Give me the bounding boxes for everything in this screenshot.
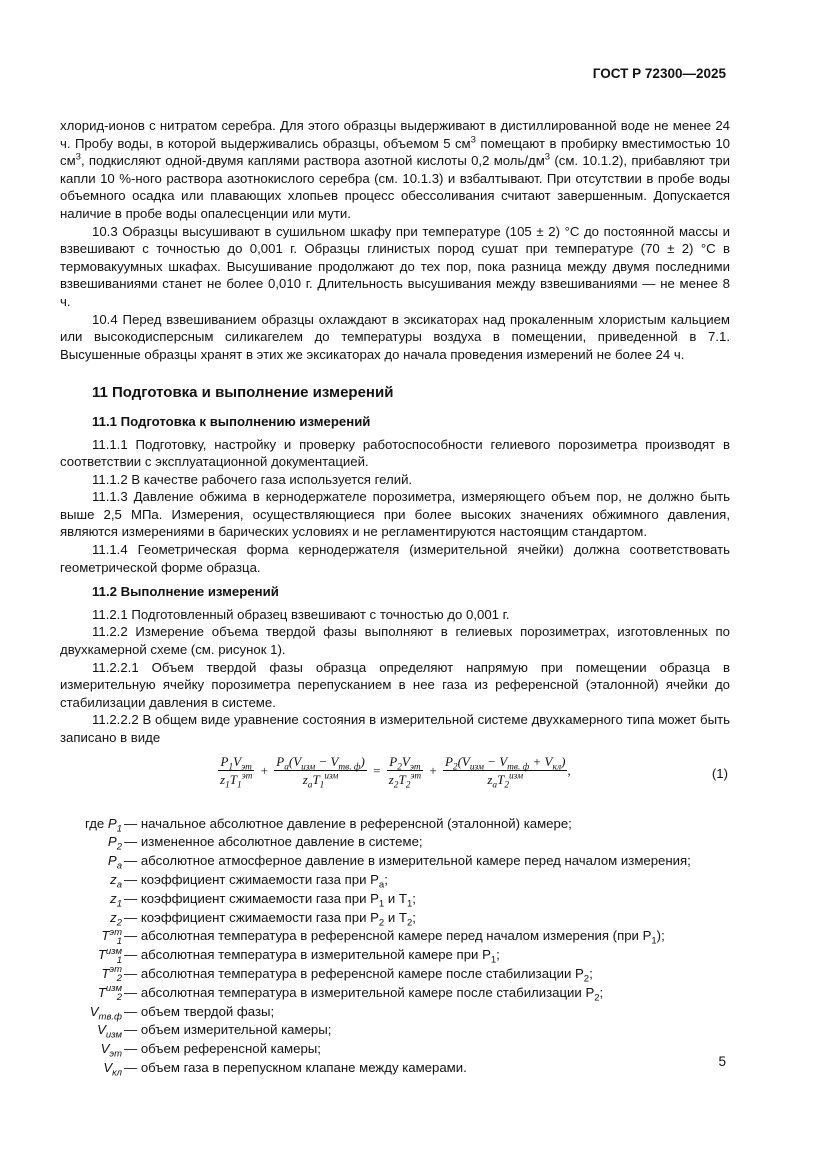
legend-symbol: $P_a$ bbox=[107, 853, 122, 872]
legend-symbol: $V_{эт}$ bbox=[100, 1041, 122, 1060]
legend-description: — объем твердой фазы; bbox=[124, 1003, 275, 1019]
legend-row bbox=[60, 1021, 730, 1040]
subsection-heading-11-2: 11.2 Выполнение измерений bbox=[92, 584, 279, 600]
paragraph-10-4: 10.4 Перед взвешиванием образцы охлаждают в эксикаторах над прокаленным хлористым кальцием или высокодисперсным силикагелем до температуры воздуха в помещении, приведенной в 7.1. Высушенные образцы хранят в этих же эксикаторах до начала проведения измерений не более 24 ч. bbox=[60, 311, 730, 362]
legend-row bbox=[60, 1040, 730, 1059]
legend-description: — объем газа в перепускном клапане между камерами. bbox=[124, 1059, 467, 1075]
paragraph-11-2-2-2: 11.2.2.2 В общем виде уравнение состояния в измерительной системе двухкамерного типа может быть записано в виде bbox=[60, 712, 730, 745]
fraction-term-4: $\frac{P_2(V_{изм} - V_{тв. ф} + V_{кл})}{z_aT_2^{изм}}$ bbox=[444, 753, 566, 791]
document-header: ГОСТ Р 72300—2025 bbox=[592, 66, 726, 81]
paragraph-11-1-1: 11.1.1 Подготовку, настройку и проверку работоспособности гелиевого порозиметра производят в соответствии с эксплуатационной документацией. bbox=[60, 436, 730, 470]
legend-symbol: $P_2$ bbox=[107, 834, 122, 854]
legend-description: — абсолютная температура в измерительной камере после стабилизации $P_2$; bbox=[124, 984, 604, 1004]
section-heading-11: 11 Подготовка и выполнение измерений bbox=[92, 384, 394, 402]
paragraph-11-2-2: 11.2.2 Измерение объема твердой фазы выполняют в гелиевых порозиметрах, изготовленных по двухкамерной схеме (см. рисунок 1). bbox=[60, 624, 730, 658]
legend-symbol: $V_{тв.ф}$ bbox=[89, 1003, 122, 1023]
legend-symbol: T изм 1 bbox=[97, 945, 122, 966]
legend-symbol: где $P_1$ bbox=[84, 815, 122, 835]
legend-row bbox=[60, 909, 730, 928]
legend-description: — абсолютная температура в референсной камере после стабилизации $P_2$; bbox=[124, 965, 593, 985]
paragraph-11-2-2-1: 11.2.2.1 Объем твердой фазы образца определяют напрямую при помещении образца в измерительную ячейку порозиметра перепусканием в нее газа из референсной (эталонной) ячейки до стабилизации давления в системе. bbox=[60, 659, 730, 710]
legend-symbol: T изм 2 bbox=[97, 983, 122, 1004]
paragraph-continuation: хлорид-ионов с нитратом серебра. Для этого образцы выдерживают в дистиллированной воде не менее 24 ч. Пробу воды, в которой выдерживались образцы, объемом 5 $см^3$ помещают в пробирку вместимостью 10 $см^3$, подкисляют одной-двумя каплями раствора азотной кислоты 0,2 моль/$дм^3$ (см. 10.1.2), прибавляют три капли 10 %-ного раствора азотнокислого серебра (см. 10.1.3) и взбалтывают. При отсутствии в пробе воды объемного осадка или плавающих хлопьев процесс обессоливания считают завершенным. Допускается наличие в пробе воды опалесценции или мути. bbox=[60, 118, 730, 221]
fraction-term-2: $\frac{P_a(V_{изм} - V_{тв. ф})}{z_aT_1^{изм}}$ bbox=[276, 753, 365, 791]
symbol-legend bbox=[60, 815, 730, 1078]
legend-description: — абсолютное атмосферное давление в измерительной камере перед началом измерения; bbox=[124, 853, 691, 869]
legend-row bbox=[60, 1003, 730, 1022]
legend-description: — коэффициент сжимаемости газа при $P_1$ и $T_1$; bbox=[124, 890, 416, 910]
legend-description: — объем референсной камеры; bbox=[124, 1041, 321, 1057]
paragraph-11-1-3: 11.1.3 Давление обжима в кернодержателе порозиметра, измеряющего объем пор, не должно быть выше 2,5 МПа. Измерения, осуществляющиеся при более высоких значениях обжимного давления, являются измерениями в барических условиях и не регламентируются настоящим стандартом. bbox=[60, 489, 730, 540]
legend-description: — коэффициент сжимаемости газа при $P_a$; bbox=[124, 871, 388, 891]
legend-symbol: $z_a$ bbox=[110, 871, 122, 891]
paragraph-11-1-4: 11.1.4 Геометрическая форма кернодержателя (измерительной ячейки) должна соответствовать геометрической форме образца. bbox=[60, 542, 730, 575]
plus-sign: + bbox=[429, 762, 437, 778]
equation-number: (1) bbox=[711, 765, 728, 781]
document-body bbox=[60, 117, 730, 1078]
legend-row bbox=[60, 852, 730, 871]
legend-description: — начальное абсолютное давление в референсной (эталонной) камере; bbox=[124, 815, 572, 831]
fraction-term-3: $\frac{P_2V_{эт}}{z_2T_2^{эт}}$ bbox=[388, 753, 422, 791]
legend-row bbox=[60, 984, 730, 1003]
legend-row bbox=[60, 871, 730, 890]
legend-description: — коэффициент сжимаемости газа при $P_2$ и $T_2$; bbox=[124, 909, 416, 929]
legend-row bbox=[60, 833, 730, 852]
legend-description: — измененное абсолютное давление в системе; bbox=[124, 834, 423, 850]
equals-sign: = bbox=[373, 762, 381, 778]
legend-symbol: $V_{кл}$ bbox=[103, 1059, 122, 1079]
legend-description: — абсолютная температура в измерительной камере при $P_1$; bbox=[124, 947, 500, 966]
plus-sign: + bbox=[260, 762, 268, 778]
legend-symbol: T эт 2 bbox=[101, 964, 122, 985]
page-number: 5 bbox=[718, 1054, 726, 1069]
paragraph-11-2-1: 11.2.1 Подготовленный образец взвешивают с точностью до 0,001 г. bbox=[92, 606, 510, 622]
legend-row bbox=[60, 946, 730, 965]
legend-symbol: $z_2$ bbox=[110, 909, 122, 929]
fraction-term-1: $\frac{P_1V_{эт}}{z_1T_1^{эт}}$ bbox=[220, 753, 253, 791]
legend-row bbox=[60, 965, 730, 984]
legend-row bbox=[60, 815, 730, 834]
legend-symbol: $z_1$ bbox=[110, 890, 122, 910]
subsection-heading-11-1: 11.1 Подготовка к выполнению измерений bbox=[92, 413, 371, 429]
paragraph-11-1-2: 11.1.2 В качестве рабочего газа используется гелий. bbox=[92, 471, 413, 487]
paragraph-10-3: 10.3 Образцы высушивают в сушильном шкафу при температуре (105 ± 2) °С до постоянной массы и взвешивают с точностью до 0,001 г. Образцы глинистых пород сушат при температуре (70 ± 2) °С в термовакуумных шкафах. Высушивание продолжают до тех пор, пока разница между двумя последними взвешиваниями станет не более 0,010 г. Длительность высушивания между взвешиваниями — не менее 8 ч. bbox=[60, 223, 730, 309]
legend-description: — объем измерительной камеры; bbox=[124, 1022, 332, 1038]
equation-1 bbox=[60, 753, 730, 803]
legend-description: — абсолютная температура в референсной камере перед началом измерения (при $P_1$); bbox=[124, 928, 665, 948]
equation-body: $\frac{P_1V_{эт}}{z_1T_1^{эт}}$ + $\frac{P_a(V_{изм} - V_{тв. ф})}{z_aT_1^{изм}}$ = $\frac{P_2V_{эт}}{z_2T_2^{эт}}$ + $\frac{P_2(V_{изм} - V_{тв. ф} + V_{кл})}{z_aT_2^{изм}}$ , bbox=[220, 753, 571, 791]
legend-row bbox=[60, 890, 730, 909]
legend-prefix: где bbox=[84, 815, 108, 831]
legend-symbol: $V_{изм}$ bbox=[97, 1022, 122, 1041]
legend-symbol: T эт 1 bbox=[101, 926, 122, 947]
legend-row bbox=[60, 1059, 730, 1078]
legend-row bbox=[60, 927, 730, 946]
